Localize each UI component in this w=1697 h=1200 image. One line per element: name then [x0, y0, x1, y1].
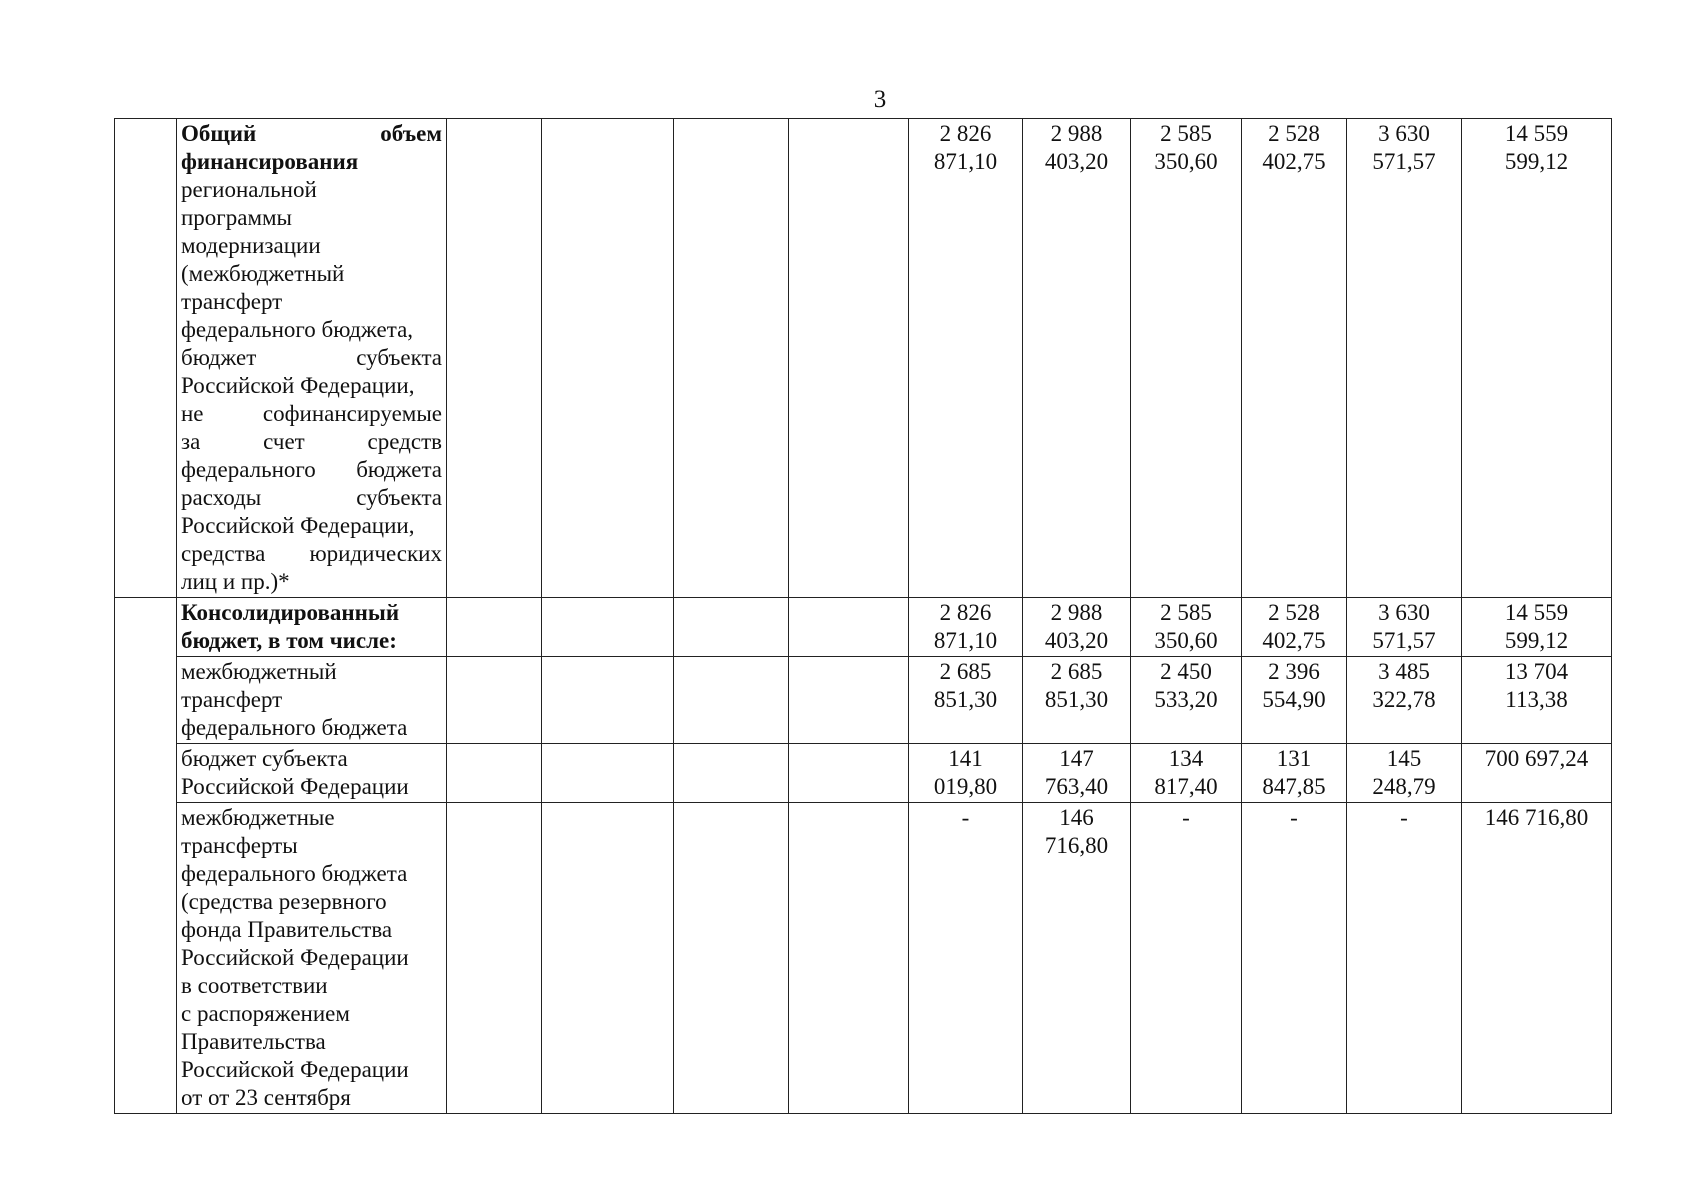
value-cell: 2 826 871,10 — [909, 119, 1023, 598]
value-cell: 2 450 533,20 — [1131, 657, 1242, 744]
label-line: Российской Федерации, — [181, 373, 415, 398]
label-line: Российской Федерации — [181, 1057, 409, 1082]
total-cell: 146 716,80 — [1462, 803, 1612, 1114]
label-line: программы — [181, 205, 293, 230]
label-line: с распоряжением — [181, 1001, 350, 1026]
label-line: региональной — [181, 177, 317, 202]
label-line: от от 23 сентября — [181, 1085, 351, 1110]
label-line: (межбюджетный — [181, 261, 345, 286]
label-line: федерального бюджета — [181, 715, 408, 740]
row-label-reserve-fund-transfers — [177, 803, 447, 1114]
value-cell: 2 585 350,60 — [1131, 119, 1242, 598]
empty-cell — [674, 803, 789, 1114]
value-cell: 141 019,80 — [909, 744, 1023, 803]
label-line: трансферт — [181, 289, 283, 314]
value-cell: 147 763,40 — [1023, 744, 1131, 803]
value-cell: 3 630 571,57 — [1347, 119, 1462, 598]
label-line: Общий объем — [181, 121, 442, 146]
label-line: Российской Федерации, — [181, 513, 415, 538]
total-cell: 14 559 599,12 — [1462, 598, 1612, 657]
empty-cell — [674, 119, 789, 598]
label-line: Правительства — [181, 1029, 326, 1054]
value-cell: 2 528 402,75 — [1242, 598, 1347, 657]
label-line: федерального бюджета, — [181, 317, 414, 342]
page-number: 3 — [873, 86, 887, 113]
label-line: бюджет, в том числе: — [181, 628, 397, 653]
table-row — [115, 657, 1612, 744]
number-cell — [115, 598, 177, 1114]
empty-cell — [447, 598, 542, 657]
total-cell: 700 697,24 — [1462, 744, 1612, 803]
label-line: федерального бюджета — [181, 457, 442, 482]
value-cell: 3 630 571,57 — [1347, 598, 1462, 657]
value-cell: 3 485 322,78 — [1347, 657, 1462, 744]
value-cell: 131 847,85 — [1242, 744, 1347, 803]
empty-cell — [789, 744, 909, 803]
funding-table — [114, 118, 1612, 1114]
row-label-subject-budget — [177, 744, 447, 803]
empty-cell — [542, 744, 674, 803]
value-cell: 2 988 403,20 — [1023, 598, 1131, 657]
empty-cell — [447, 119, 542, 598]
value-cell: 2 685 851,30 — [909, 657, 1023, 744]
value-cell: - — [1131, 803, 1242, 1114]
label-line: модернизации — [181, 233, 321, 258]
label-line: лиц и пр.)* — [181, 569, 290, 594]
label-line: финансирования — [181, 149, 359, 174]
label-line: за счет средств — [181, 429, 442, 454]
table-row — [115, 598, 1612, 657]
value-cell: 145 248,79 — [1347, 744, 1462, 803]
empty-cell — [674, 744, 789, 803]
label-line: не софинансируемые — [181, 401, 442, 426]
empty-cell — [789, 657, 909, 744]
value-cell: 2 396 554,90 — [1242, 657, 1347, 744]
label-line: фонда Правительства — [181, 917, 393, 942]
value-cell: 134 817,40 — [1131, 744, 1242, 803]
label-line: расходы субъекта — [181, 485, 442, 510]
value-cell: 2 528 402,75 — [1242, 119, 1347, 598]
empty-cell — [542, 598, 674, 657]
total-cell: 14 559 599,12 — [1462, 119, 1612, 598]
label-line: трансферт — [181, 687, 283, 712]
label-line: бюджет субъекта — [181, 746, 348, 771]
empty-cell — [674, 598, 789, 657]
empty-cell — [542, 657, 674, 744]
empty-cell — [789, 119, 909, 598]
empty-cell — [789, 803, 909, 1114]
value-cell: - — [1347, 803, 1462, 1114]
label-line: в соответствии — [181, 973, 328, 998]
label-line: трансферты — [181, 833, 298, 858]
table-row — [115, 119, 1612, 598]
row-label-consolidated-budget — [177, 598, 447, 657]
empty-cell — [674, 657, 789, 744]
value-cell: 146 716,80 — [1023, 803, 1131, 1114]
empty-cell — [447, 744, 542, 803]
label-line: Российской Федерации — [181, 774, 409, 799]
empty-cell — [789, 598, 909, 657]
value-cell: - — [909, 803, 1023, 1114]
value-cell: 2 685 851,30 — [1023, 657, 1131, 744]
row-label-total-funding — [177, 119, 447, 598]
value-cell: - — [1242, 803, 1347, 1114]
number-cell — [115, 119, 177, 598]
label-line: (средства резервного — [181, 889, 387, 914]
empty-cell — [447, 657, 542, 744]
value-cell: 2 585 350,60 — [1131, 598, 1242, 657]
table-row — [115, 744, 1612, 803]
total-cell: 13 704 113,38 — [1462, 657, 1612, 744]
label-line: межбюджетный — [181, 659, 337, 684]
row-label-federal-transfer — [177, 657, 447, 744]
label-line: средства юридических — [181, 541, 442, 566]
label-line: межбюджетные — [181, 805, 335, 830]
label-line: бюджет субъекта — [181, 345, 442, 370]
label-line: федерального бюджета — [181, 861, 408, 886]
empty-cell — [447, 803, 542, 1114]
empty-cell — [542, 119, 674, 598]
value-cell: 2 826 871,10 — [909, 598, 1023, 657]
table-row — [115, 803, 1612, 1114]
label-line: Консолидированный — [181, 600, 400, 625]
empty-cell — [542, 803, 674, 1114]
label-line: Российской Федерации — [181, 945, 409, 970]
value-cell: 2 988 403,20 — [1023, 119, 1131, 598]
